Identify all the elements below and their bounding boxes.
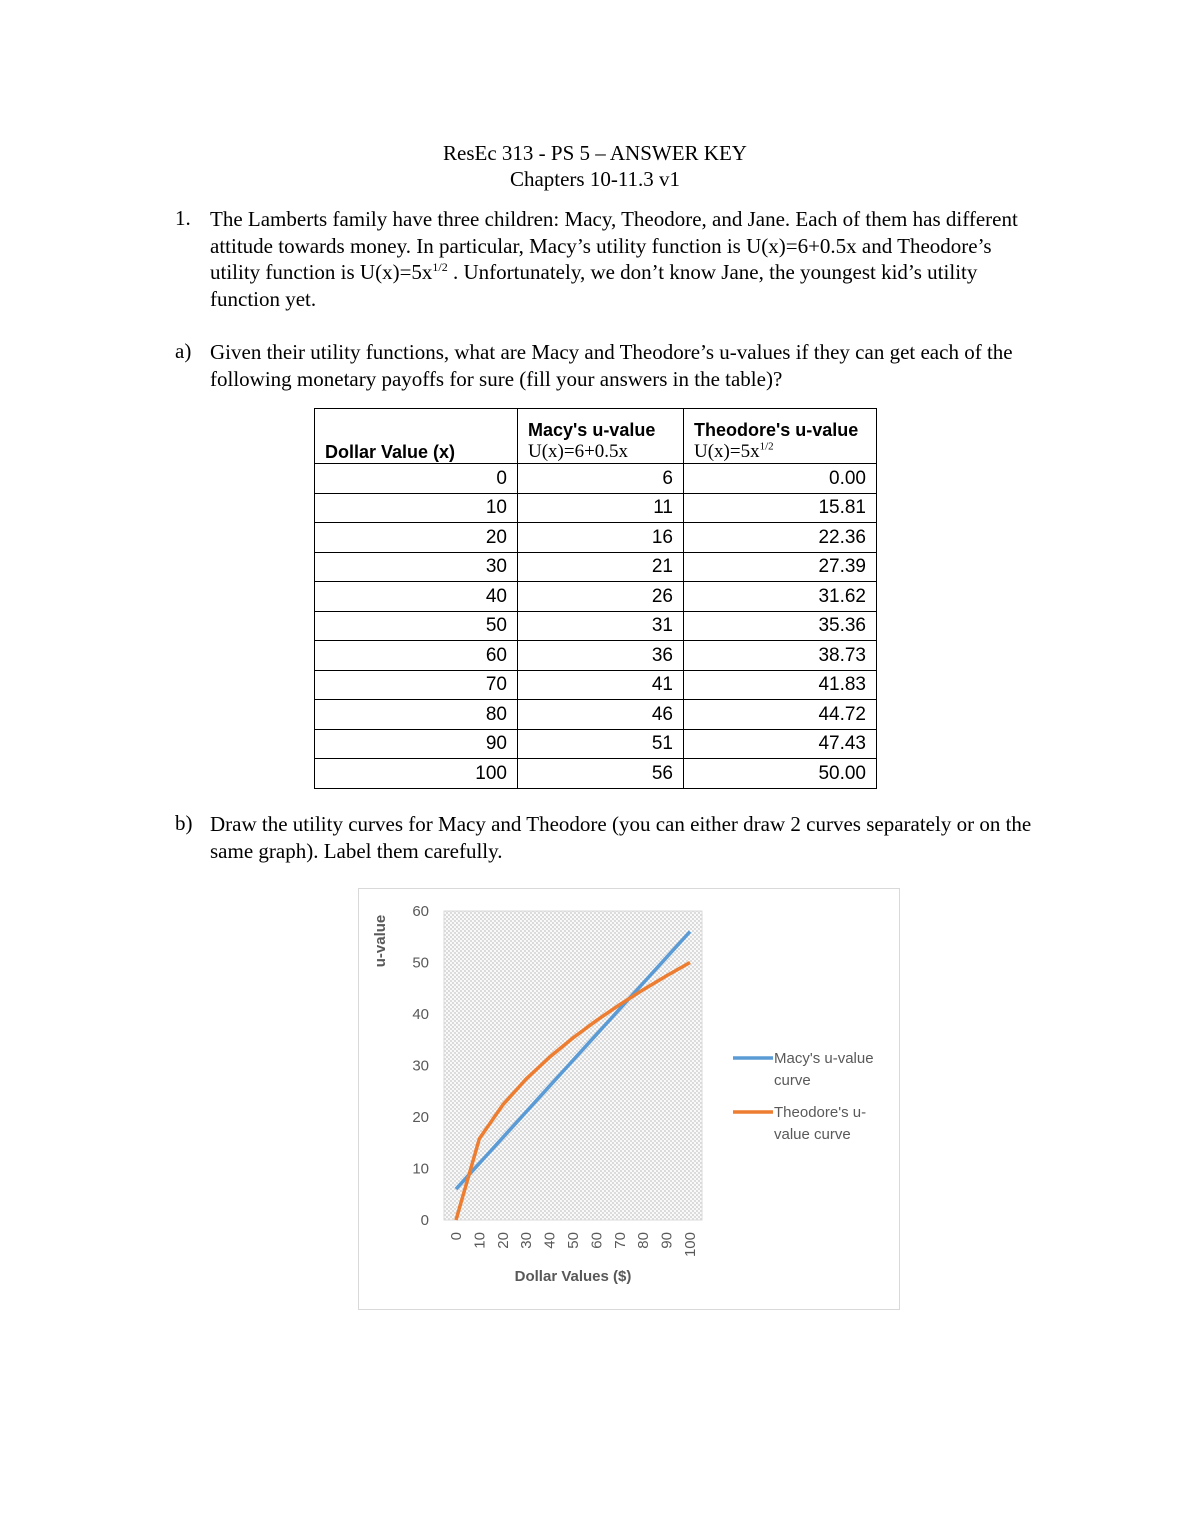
cell-dollar-value: 0 <box>315 464 518 494</box>
x-tick-label: 60 <box>588 1232 606 1249</box>
cell-theodore-u-value: 41.83 <box>684 670 877 700</box>
part-a-text <box>210 339 1060 392</box>
document-title: ResEc 313 - PS 5 – ANSWER KEY <box>443 141 747 165</box>
table-row <box>315 582 877 612</box>
cell-theodore-u-value: 0.00 <box>684 464 877 494</box>
x-tick-label: 40 <box>541 1232 559 1249</box>
part-a-label: a) <box>175 339 192 363</box>
cell-macy-u-value: 36 <box>518 641 684 671</box>
x-tick-label: 50 <box>565 1232 582 1249</box>
cell-dollar-value: 10 <box>315 493 518 523</box>
utility-chart-svg <box>359 889 899 1309</box>
y-tick-label: 40 <box>412 1006 429 1023</box>
legend-label: Theodore's u- <box>774 1104 867 1121</box>
table-body <box>315 464 877 789</box>
table-row <box>315 464 877 494</box>
cell-theodore-u-value: 15.81 <box>684 493 877 523</box>
table-header-theodore: Theodore's u-value $U(x)=5x^{1/2}$ <box>684 409 877 464</box>
table-row <box>315 552 877 582</box>
table-row <box>315 493 877 523</box>
y-tick-label: 20 <box>412 1109 429 1126</box>
x-tick-label: 30 <box>518 1232 536 1249</box>
utility-chart <box>358 888 900 1310</box>
cell-theodore-u-value: 38.73 <box>684 641 877 671</box>
cell-macy-u-value: 6 <box>518 464 684 494</box>
question-number: 1. <box>175 206 191 230</box>
cell-theodore-u-value: 44.72 <box>684 700 877 730</box>
x-tick-label: 90 <box>658 1232 676 1249</box>
cell-dollar-value: 70 <box>315 670 518 700</box>
question-1-line: function yet. <box>210 286 317 311</box>
y-tick-label: 10 <box>412 1160 429 1178</box>
cell-dollar-value: 90 <box>315 729 518 759</box>
table-header-macy: Macy's u-value U(x)=6+0.5x <box>518 409 684 464</box>
x-tick-label: 100 <box>682 1232 699 1258</box>
cell-macy-u-value: 11 <box>518 493 684 523</box>
question-1-line: The Lamberts family have three children: Macy, Theodore, and Jane. Each of them has different <box>210 207 1018 231</box>
y-axis-title: u-value <box>372 914 389 968</box>
cell-macy-u-value: 46 <box>518 700 684 730</box>
x-tick-label: 0 <box>448 1232 465 1241</box>
cell-macy-u-value: 21 <box>518 552 684 582</box>
cell-macy-u-value: 31 <box>518 611 684 641</box>
document-subtitle: Chapters 10-11.3 v1 <box>509 167 681 191</box>
part-b-text <box>210 811 1060 864</box>
legend-label: value curve <box>774 1126 851 1143</box>
x-tick-label: 70 <box>611 1232 629 1249</box>
table-row <box>315 611 877 641</box>
table-header-dollar: Dollar Value (x) <box>315 409 518 464</box>
cell-theodore-u-value: 22.36 <box>684 523 877 553</box>
x-tick-label: 10 <box>471 1232 489 1249</box>
table-row <box>315 523 877 553</box>
part-b-line: same graph). Label them carefully. <box>210 838 503 863</box>
u-value-table <box>314 408 877 789</box>
cell-macy-u-value: 41 <box>518 670 684 700</box>
x-tick-label: 80 <box>635 1232 653 1249</box>
table-row <box>315 700 877 730</box>
cell-macy-u-value: 26 <box>518 582 684 612</box>
plot-area <box>444 911 702 1220</box>
x-axis-title: Dollar Values ($) <box>514 1268 632 1285</box>
legend-label: Macy's u-value <box>774 1050 874 1067</box>
question-1-text <box>210 206 1060 312</box>
exponent: 1/2 <box>432 260 448 274</box>
part-b-line: Draw the utility curves for Macy and Theodore (you can either draw 2 curves separately or on the <box>210 812 1032 836</box>
cell-theodore-u-value: 47.43 <box>684 729 877 759</box>
cell-dollar-value: 80 <box>315 700 518 730</box>
part-a-line: Given their utility functions, what are Macy and Theodore’s u-values if they can get each of the <box>210 340 1013 364</box>
cell-dollar-value: 50 <box>315 611 518 641</box>
y-tick-label: 30 <box>412 1057 429 1075</box>
question-1-line: utility function is $U(x)=5x^{1/2}$ . Unfortunately, we don’t know Jane, the youngest kid’s utility <box>210 260 978 284</box>
cell-theodore-u-value: 31.62 <box>684 582 877 612</box>
cell-macy-u-value: 16 <box>518 523 684 553</box>
cell-dollar-value: 100 <box>315 759 518 789</box>
table-row <box>315 641 877 671</box>
question-1-line: attitude towards money. In particular, Macy’s utility function is U(x)=6+0.5x and Theodore’s <box>210 233 992 258</box>
y-tick-label: 0 <box>420 1212 429 1229</box>
cell-macy-u-value: 51 <box>518 729 684 759</box>
x-tick-label: 20 <box>494 1232 512 1249</box>
cell-dollar-value: 40 <box>315 582 518 612</box>
y-tick-label: 60 <box>412 903 429 920</box>
y-tick-label: 50 <box>412 954 429 972</box>
legend-label: curve <box>774 1072 811 1089</box>
cell-macy-u-value: 56 <box>518 759 684 789</box>
cell-theodore-u-value: 35.36 <box>684 611 877 641</box>
cell-dollar-value: 30 <box>315 552 518 582</box>
part-b-label: b) <box>175 811 193 835</box>
chart-legend <box>733 1050 874 1143</box>
part-a-line: following monetary payoffs for sure (fill your answers in the table)? <box>210 366 783 391</box>
table-row <box>315 670 877 700</box>
table-row <box>315 729 877 759</box>
cell-theodore-u-value: 50.00 <box>684 759 877 789</box>
table-row <box>315 759 877 789</box>
cell-theodore-u-value: 27.39 <box>684 552 877 582</box>
cell-dollar-value: 60 <box>315 641 518 671</box>
cell-dollar-value: 20 <box>315 523 518 553</box>
